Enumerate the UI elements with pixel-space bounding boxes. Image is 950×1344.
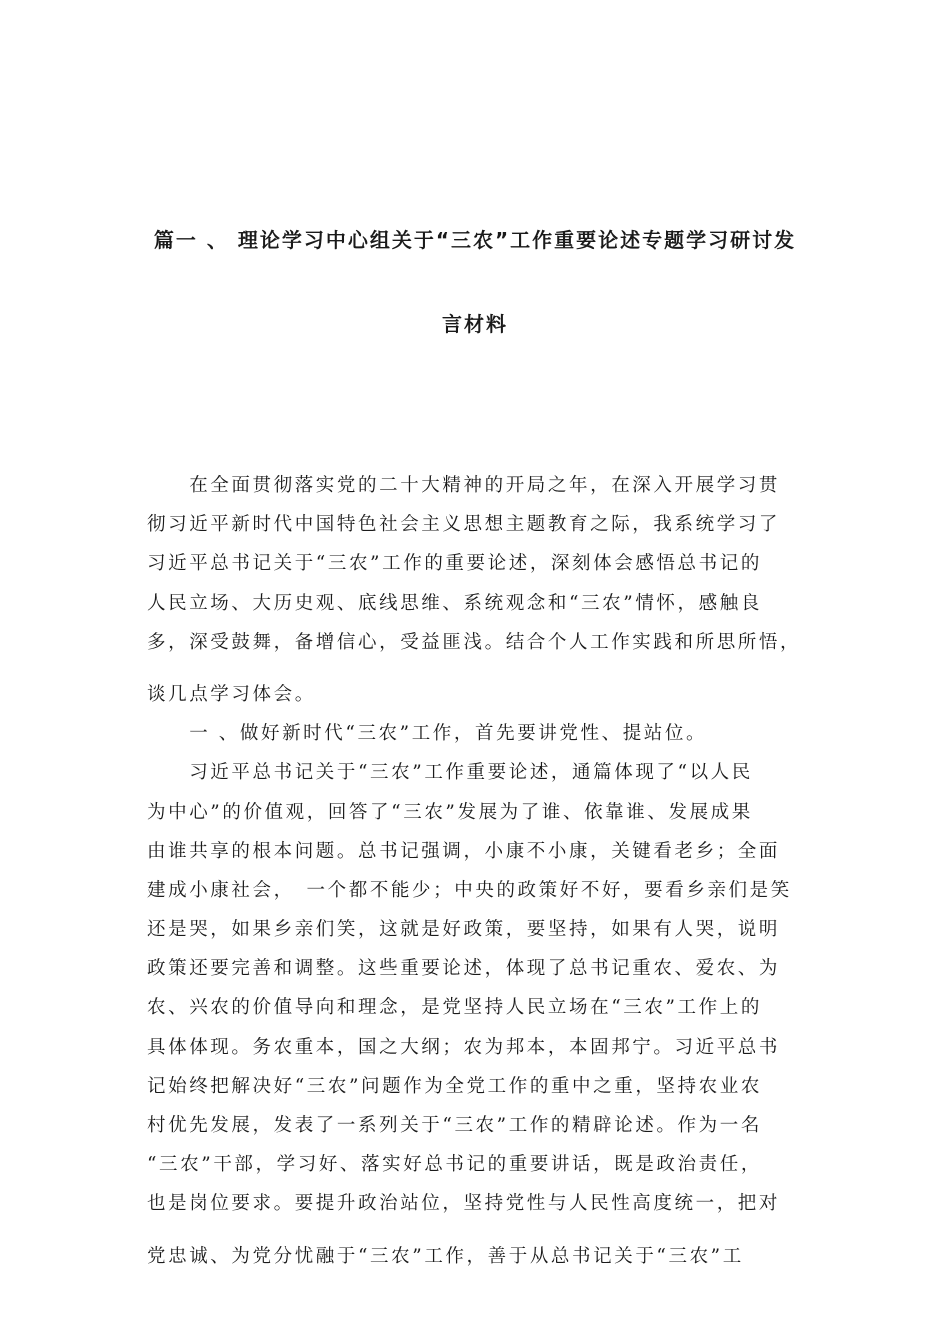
- body-line: 由谁共享的根本问题。总书记强调，小康不小康，关键看老乡；全面: [147, 840, 781, 862]
- body-line: 彻习近平新时代中国特色社会主义思想主题教育之际，我系统学习了: [147, 514, 781, 536]
- body-line: “三农”干部，学习好、落实好总书记的重要讲话，既是政治责任，: [147, 1154, 762, 1176]
- body-line: 还是哭，如果乡亲们笑，这就是好政策，要坚持，如果有人哭，说明: [147, 919, 781, 941]
- body-line: 习近平总书记关于“三农”工作的重要论述，深刻体会感悟总书记的: [147, 553, 762, 575]
- body-line: 农、兴农的价值导向和理念，是党坚持人民立场在“三农”工作上的: [147, 997, 762, 1019]
- body-line: 多，深受鼓舞，备增信心，受益匪浅。结合个人工作实践和所思所悟，: [147, 631, 802, 653]
- body-line: 人民立场、大历史观、底线思维、系统观念和“三农”情怀，感触良: [147, 592, 762, 614]
- body-line: 具体体现。务农重本，国之大纲；农为邦本，本固邦宁。习近平总书: [147, 1036, 781, 1058]
- body-line: 为中心”的价值观，回答了“三农”发展为了谁、依靠谁、发展成果: [147, 801, 753, 823]
- body-line: 谈几点学习体会。: [147, 683, 316, 705]
- body-line: 村优先发展，发表了一系列关于“三农”工作的精辟论述。作为一名: [147, 1115, 762, 1136]
- body-line: 党忠诚、为党分忧融于“三农”工作，善于从总书记关于“三农”工: [147, 1245, 744, 1267]
- body-line: 也是岗位要求。要提升政治站位，坚持党性与人民性高度统一，把对: [147, 1193, 781, 1215]
- section-heading: 一 、做好新时代“三农”工作，首先要讲党性、提站位。: [147, 723, 708, 745]
- document-title-line-2: 言材料: [442, 312, 508, 336]
- body-line: 在全面贯彻落实党的二十大精神的开局之年，在深入开展学习贯: [147, 475, 781, 496]
- document-body: [147, 466, 807, 1276]
- body-line: 建成小康社会， 一个都不能少；中央的政策好不好，要看乡亲们是笑: [147, 879, 792, 901]
- document-title-line-1: 篇一 、 理论学习中心组关于“三农”工作重要论述专题学习研讨发: [153, 228, 797, 252]
- body-line: 习近平总书记关于“三农”工作重要论述，通篇体现了“以人民: [147, 762, 753, 784]
- body-line: 政策还要完善和调整。这些重要论述，体现了总书记重农、爱农、为: [147, 958, 781, 980]
- body-line: 记始终把解决好“三农”问题作为全党工作的重中之重，坚持农业农: [147, 1075, 762, 1097]
